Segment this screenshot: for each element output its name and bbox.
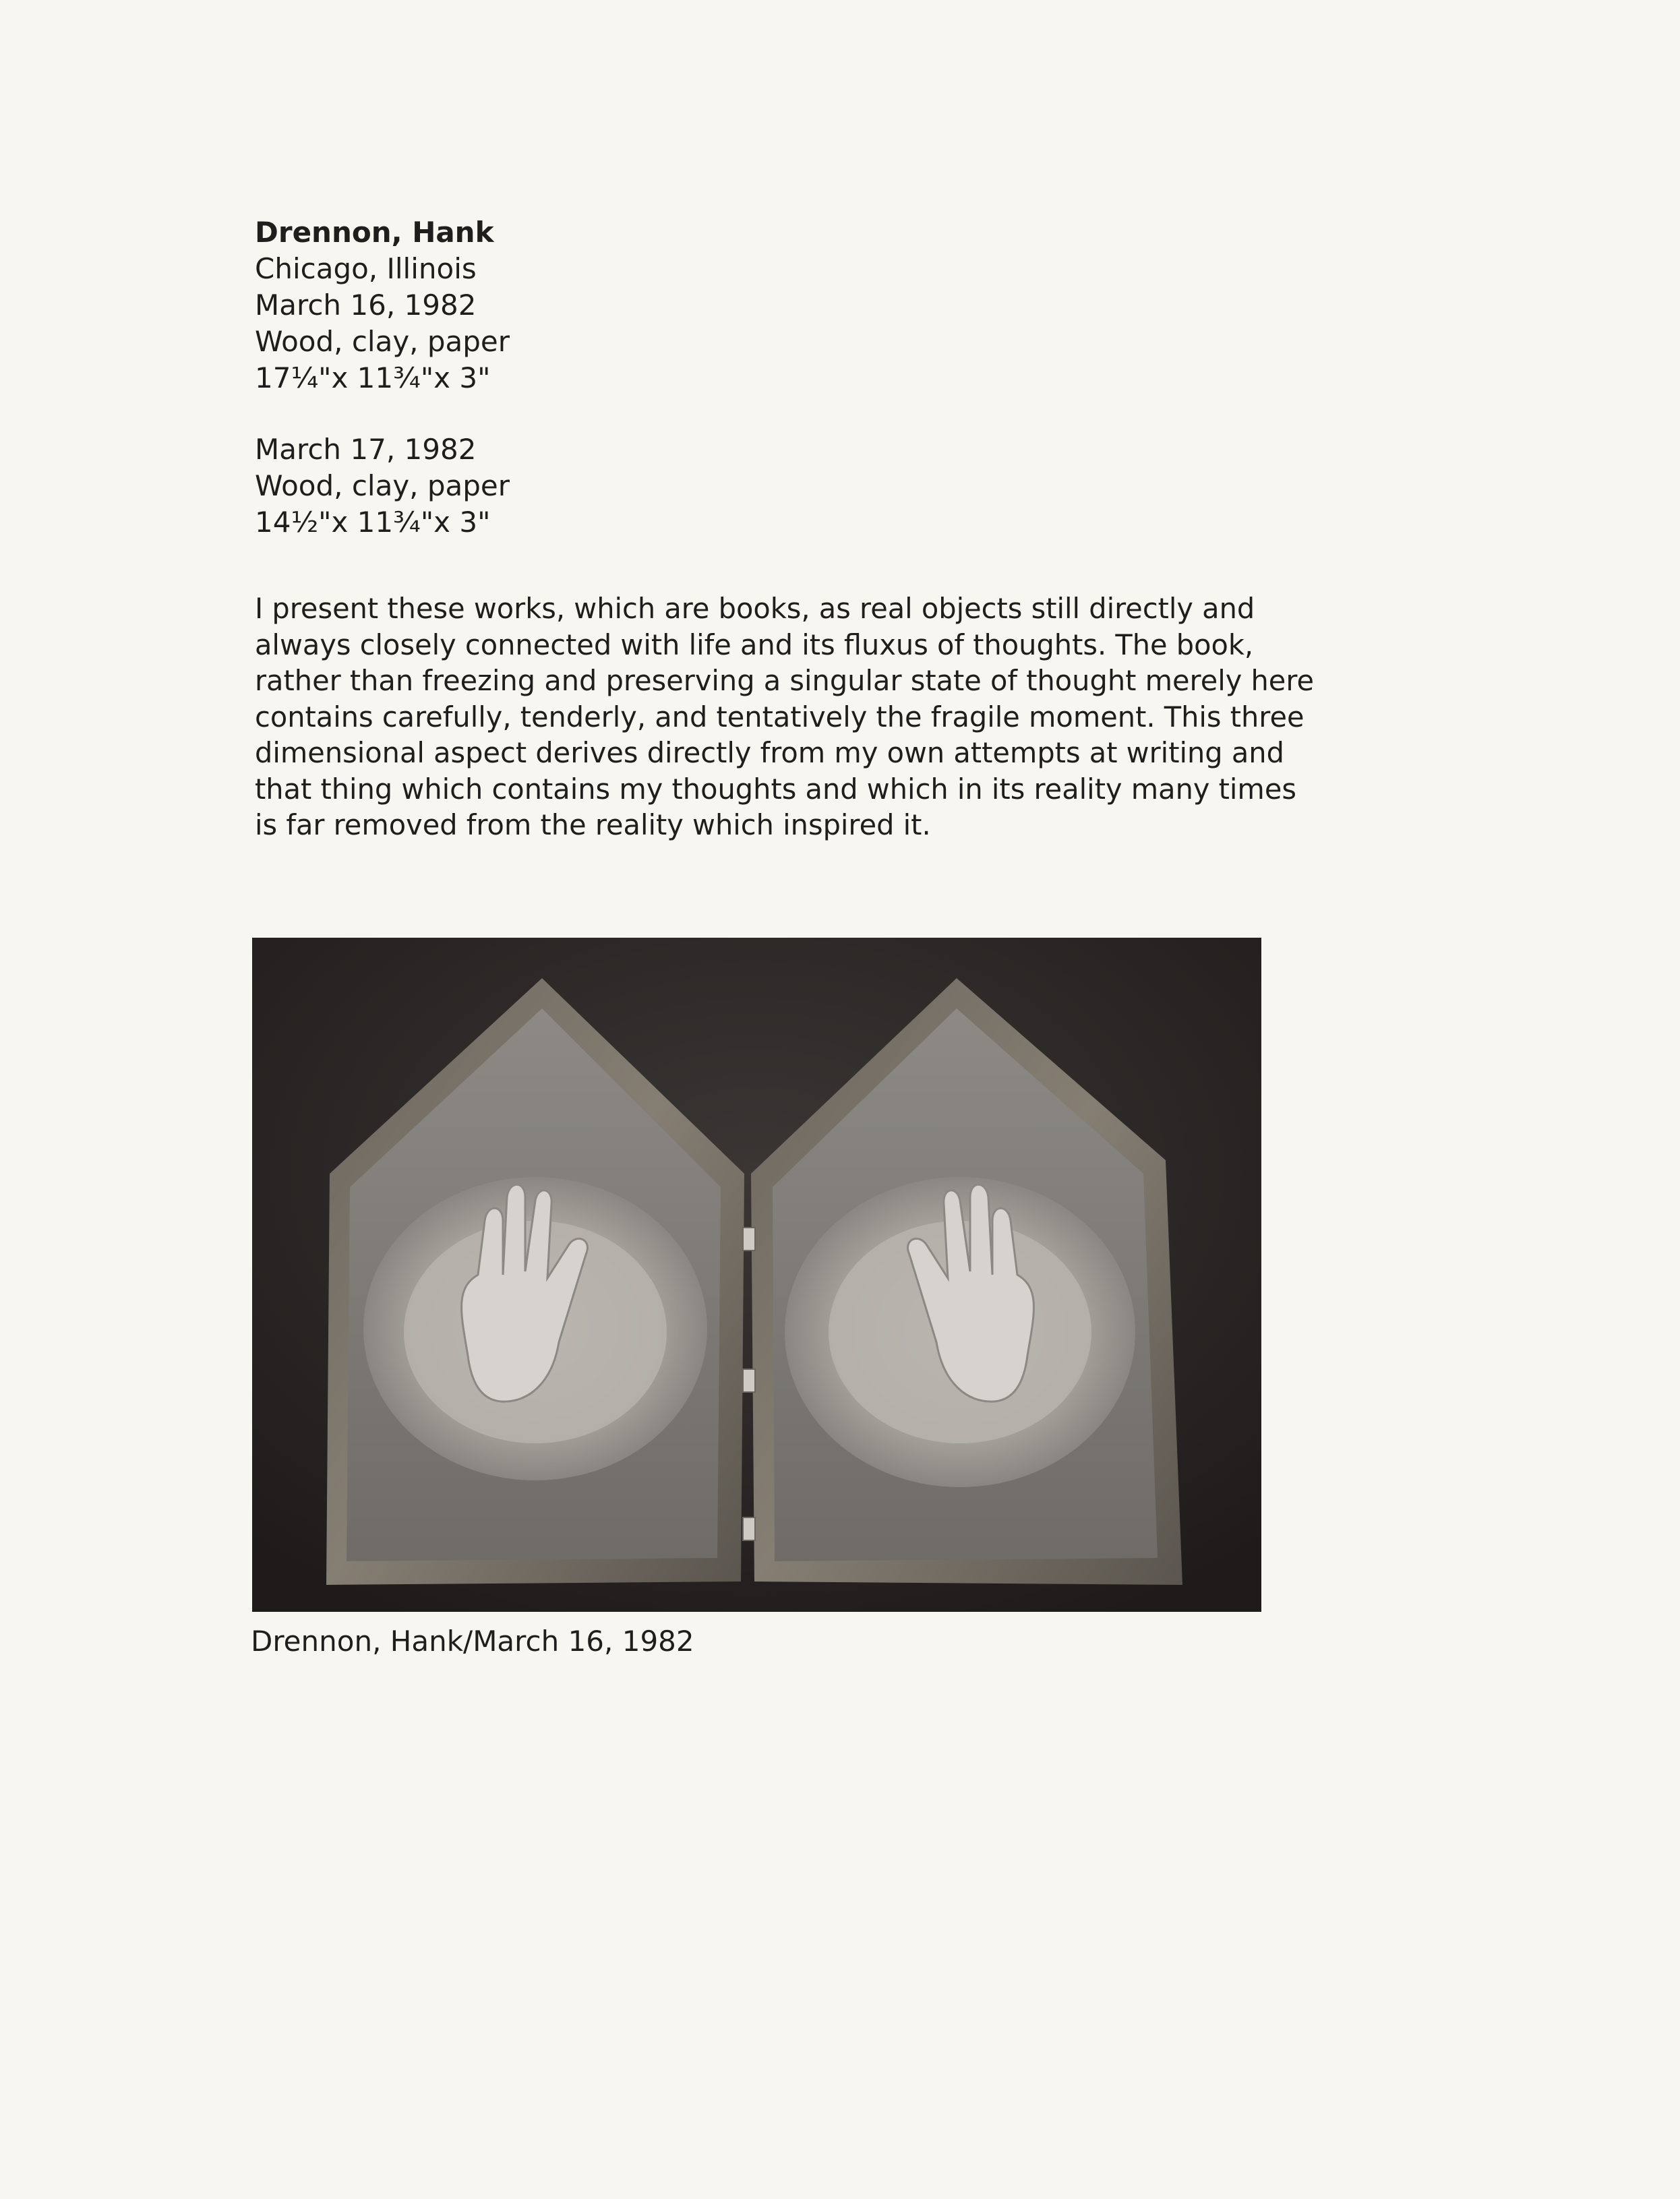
artist-statement <box>255 591 1315 843</box>
work-1-date: March 16, 1982 <box>255 289 477 322</box>
work-2-materials: Wood, clay, paper <box>255 469 510 502</box>
work-1-materials: Wood, clay, paper <box>255 325 510 358</box>
artwork-metadata <box>255 214 1266 541</box>
work-2-date: March 17, 1982 <box>255 433 477 466</box>
statement-line: that thing which contains my thoughts and which in its reality many times <box>255 772 1297 806</box>
photo-caption: Drennon, Hank/March 16, 1982 <box>251 1625 694 1658</box>
statement-line: I present these works, which are books, as real objects still directly and <box>255 592 1255 625</box>
statement-line: always closely connected with life and its fluxus of thoughts. The book, <box>255 628 1254 661</box>
statement-line: rather than freezing and preserving a singular state of thought merely here <box>255 664 1315 697</box>
artwork-photograph <box>252 938 1261 1612</box>
statement-line: is far removed from the reality which inspired it. <box>255 808 931 841</box>
statement-line: contains carefully, tenderly, and tentatively the fragile moment. This three <box>255 700 1304 733</box>
work-1-dimensions: 17¼"x 11¾"x 3" <box>255 361 491 394</box>
statement-line: dimensional aspect derives directly from my own attempts at writing and <box>255 736 1284 769</box>
work-2-dimensions: 14½"x 11¾"x 3" <box>255 506 491 539</box>
artist-location: Chicago, Illinois <box>255 252 477 285</box>
artist-name: Drennon, Hank <box>255 216 494 249</box>
